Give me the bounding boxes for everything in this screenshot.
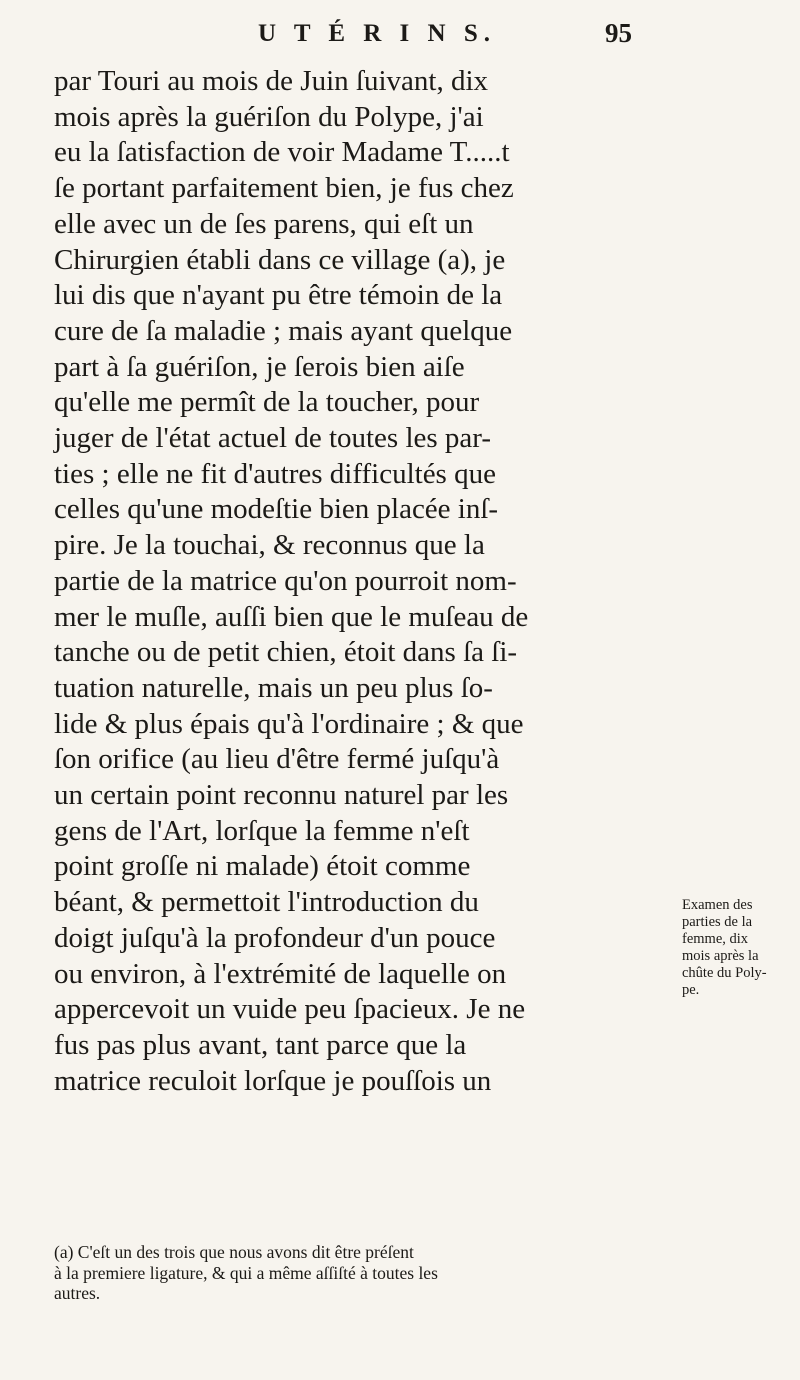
body-text <box>54 64 674 1099</box>
body-line: celles qu'une modeſtie bien placée inſ- <box>54 493 499 526</box>
body-line: lui dis que n'ayant pu être témoin de la <box>54 279 503 312</box>
marginal-note-line: chûte du Poly- <box>682 965 767 981</box>
body-line: un certain point reconnu naturel par les <box>54 779 509 812</box>
body-line: lide & plus épais qu'à l'ordinaire ; & que <box>54 707 524 740</box>
body-line: par Touri au mois de Juin ſuivant, dix <box>54 65 488 97</box>
body-line: partie de la matrice qu'on pourroit nom- <box>54 564 517 597</box>
body-line: Chirurgien établi dans ce village (a), je <box>54 243 506 276</box>
body-line: ſon orifice (au lieu d'être fermé juſqu'à <box>54 743 500 776</box>
running-head-title: U T É R I N S. <box>258 20 496 47</box>
marginal-note-line: pe. <box>682 982 700 998</box>
body-line: gens de l'Art, lorſque la femme n'eſt <box>54 814 470 847</box>
body-line: eu la ſatisfaction de voir Madame T.....t <box>54 136 510 169</box>
body-line: elle avec un de ſes parens, qui eſt un <box>54 207 474 240</box>
body-line: part à ſa guériſon, je ſerois bien aiſe <box>54 350 465 383</box>
marginal-note-line: parties de la <box>682 914 753 930</box>
marginal-note-line: femme, dix <box>682 931 749 947</box>
footnote-line: (a) C'eſt un des trois que nous avons dit être préſent <box>54 1242 414 1262</box>
marginal-note <box>682 897 800 999</box>
body-line: pire. Je la touchai, & reconnus que la <box>54 529 485 562</box>
body-line: cure de ſa maladie ; mais ayant quelque <box>54 314 513 347</box>
marginal-note-line: Examen des <box>682 897 753 913</box>
body-line: matrice reculoit lorſque je pouſſois un <box>54 1064 492 1097</box>
body-line: appercevoit un vuide peu ſpacieux. Je ne <box>54 993 526 1026</box>
footnote-line: autres. <box>54 1283 101 1303</box>
body-line: ou environ, à l'extrémité de laquelle on <box>54 957 507 990</box>
marginal-note-line: mois après la <box>682 948 759 964</box>
body-line: juger de l'état actuel de toutes les par- <box>54 422 492 455</box>
body-line: béant, & permettoit l'introduction du <box>54 886 479 919</box>
running-head <box>0 20 800 60</box>
body-line: point groſſe ni malade) étoit comme <box>54 850 471 883</box>
body-line: qu'elle me permît de la toucher, pour <box>54 386 480 419</box>
body-line: doigt juſqu'à la profondeur d'un pouce <box>54 921 496 954</box>
body-line: fus pas plus avant, tant parce que la <box>54 1028 467 1061</box>
body-line: tanche ou de petit chien, étoit dans ſa ſi- <box>54 636 518 669</box>
footnote-line: à la premiere ligature, & qui a même aſſiſté à toutes les <box>54 1262 438 1283</box>
footnote <box>54 1242 754 1304</box>
body-line: mer le muſle, auſſi bien que le muſeau de <box>54 600 529 633</box>
body-line: ſe portant parfaitement bien, je fus chez <box>54 172 514 205</box>
page-number: 95 <box>605 18 632 48</box>
body-line: tuation naturelle, mais un peu plus ſo- <box>54 671 493 704</box>
body-line: mois après la guériſon du Polype, j'ai <box>54 100 484 133</box>
body-line: ties ; elle ne fit d'autres difficultés que <box>54 457 496 490</box>
